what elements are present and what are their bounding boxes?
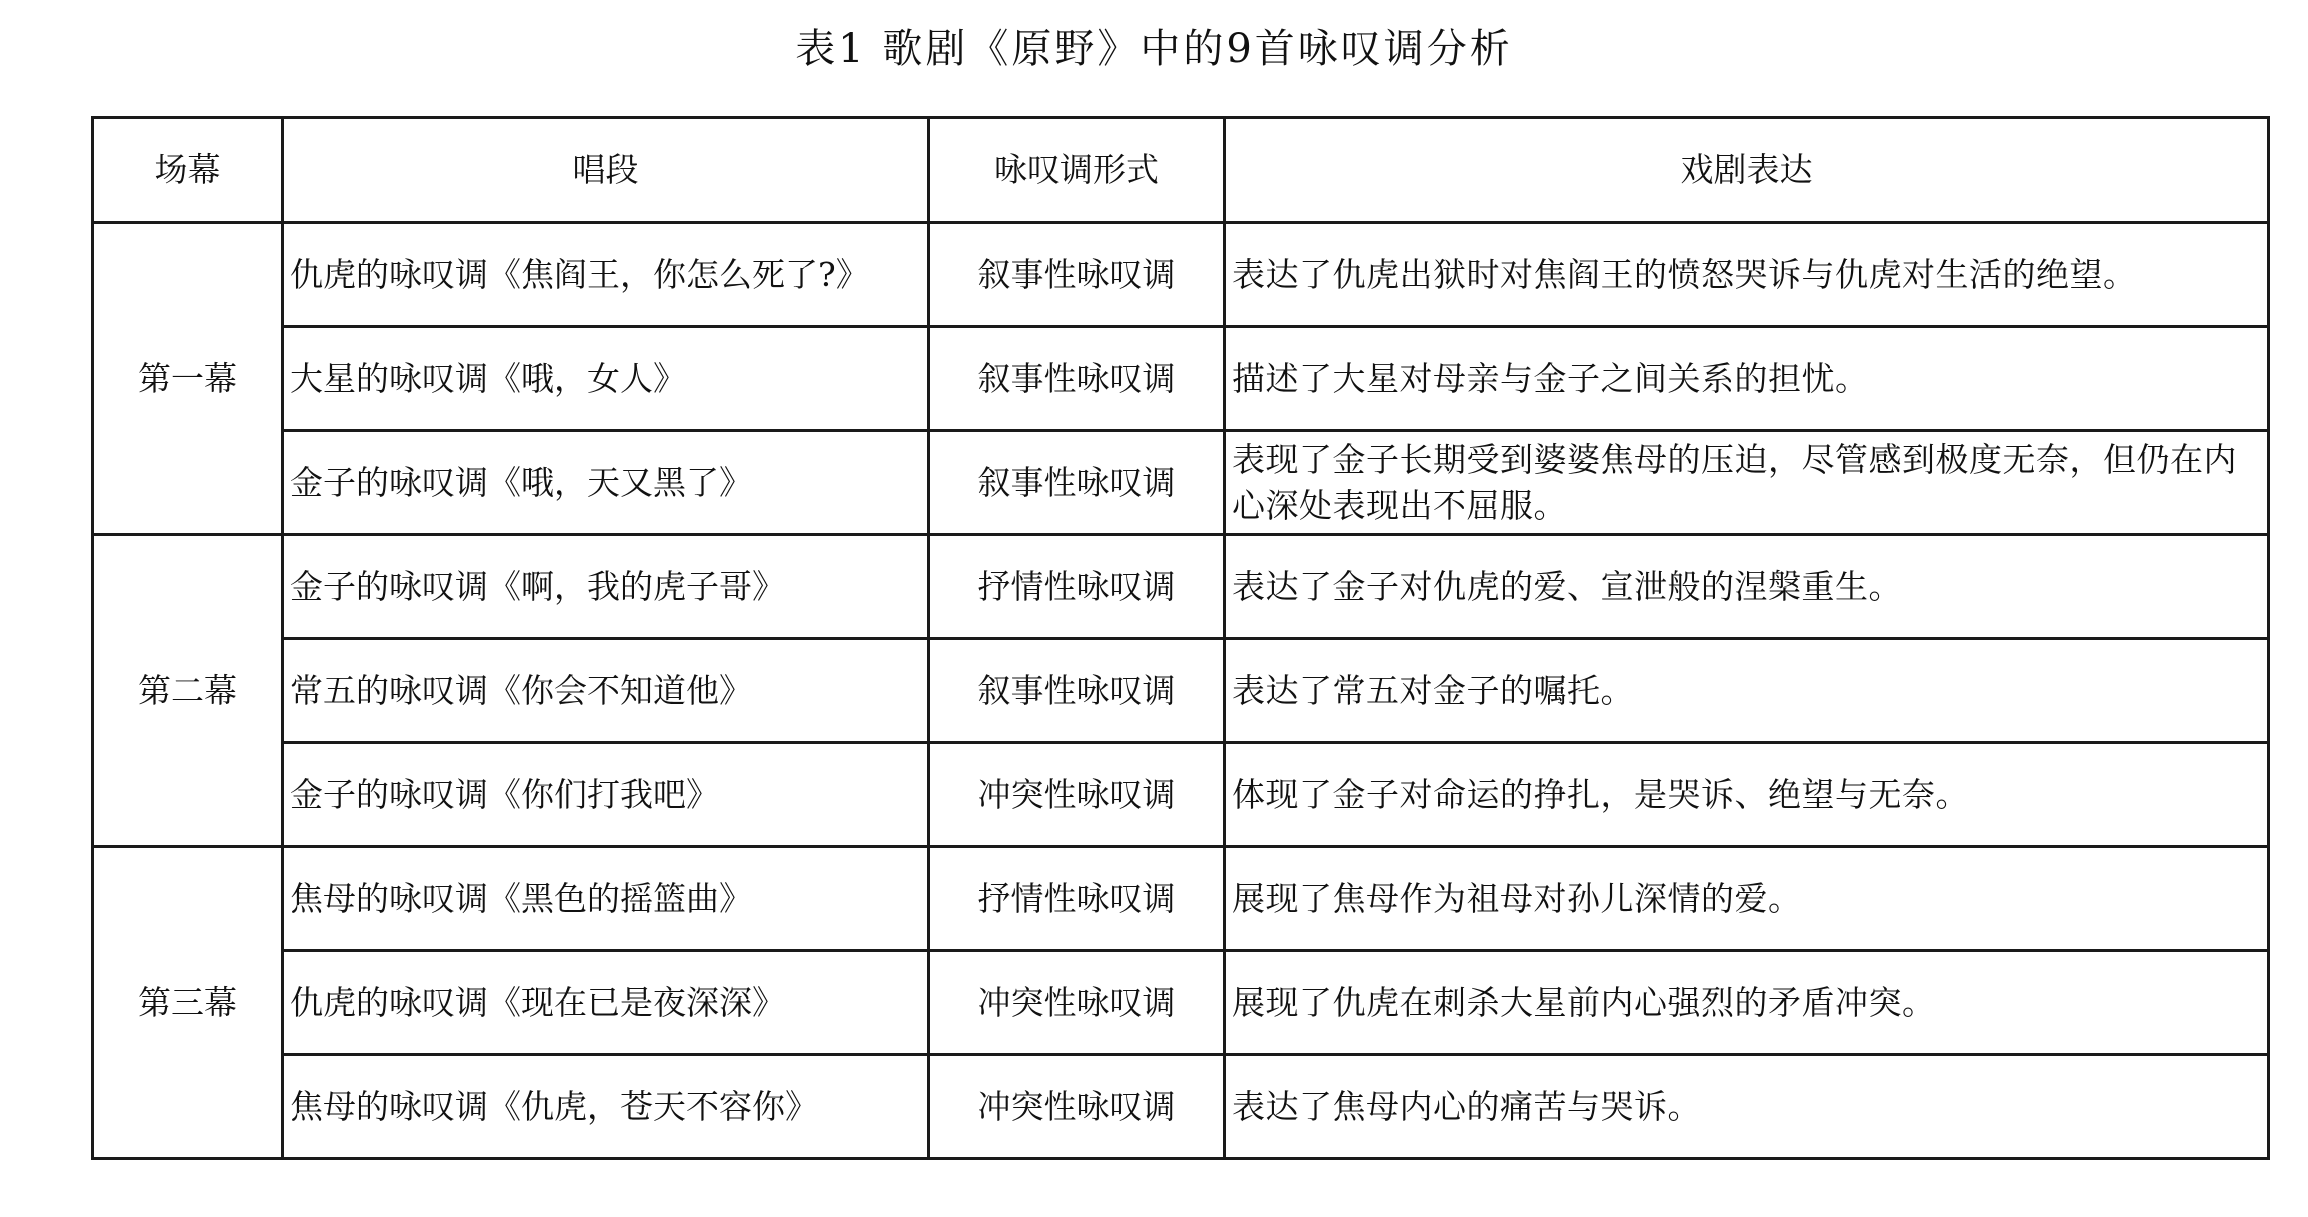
table-row	[93, 431, 2269, 535]
table-row	[93, 223, 2269, 327]
expression-cell: 表达了金子对仇虎的爱、宣泄般的涅槃重生。	[1225, 535, 2269, 639]
expression-cell: 体现了金子对命运的挣扎，是哭诉、绝望与无奈。	[1225, 743, 2269, 847]
table-row	[93, 847, 2269, 951]
expression-cell: 展现了仇虎在刺杀大星前内心强烈的矛盾冲突。	[1225, 951, 2269, 1055]
form-cell: 冲突性咏叹调	[929, 743, 1225, 847]
form-cell: 叙事性咏叹调	[929, 327, 1225, 431]
aria-analysis-table	[91, 116, 2270, 1160]
header-piece: 唱段	[283, 118, 929, 223]
table-row	[93, 1055, 2269, 1159]
expression-cell: 表现了金子长期受到婆婆焦母的压迫，尽管感到极度无奈，但仍在内心深处表现出不屈服。	[1225, 431, 2269, 535]
expression-cell: 表达了焦母内心的痛苦与哭诉。	[1225, 1055, 2269, 1159]
act-cell-1: 第一幕	[93, 223, 283, 535]
form-cell: 叙事性咏叹调	[929, 431, 1225, 535]
act-cell-2: 第二幕	[93, 535, 283, 847]
table-row	[93, 951, 2269, 1055]
table-row	[93, 535, 2269, 639]
piece-cell: 焦母的咏叹调《黑色的摇篮曲》	[283, 847, 929, 951]
act-cell-3: 第三幕	[93, 847, 283, 1159]
header-act: 场幕	[93, 118, 283, 223]
header-row	[93, 118, 2269, 223]
table-title: 表1 歌剧《原野》中的9首咏叹调分析	[795, 26, 1513, 72]
piece-cell: 仇虎的咏叹调《焦阎王，你怎么死了?》	[283, 223, 929, 327]
table-row	[93, 327, 2269, 431]
expression-cell: 展现了焦母作为祖母对孙儿深情的爱。	[1225, 847, 2269, 951]
header-form: 咏叹调形式	[929, 118, 1225, 223]
expression-cell: 描述了大星对母亲与金子之间关系的担忧。	[1225, 327, 2269, 431]
table-row	[93, 743, 2269, 847]
form-cell: 叙事性咏叹调	[929, 223, 1225, 327]
table-row	[93, 639, 2269, 743]
piece-cell: 金子的咏叹调《哦，天又黑了》	[283, 431, 929, 535]
piece-cell: 金子的咏叹调《你们打我吧》	[283, 743, 929, 847]
piece-cell: 仇虎的咏叹调《现在已是夜深深》	[283, 951, 929, 1055]
piece-cell: 金子的咏叹调《啊，我的虎子哥》	[283, 535, 929, 639]
form-cell: 冲突性咏叹调	[929, 951, 1225, 1055]
form-cell: 冲突性咏叹调	[929, 1055, 1225, 1159]
form-cell: 叙事性咏叹调	[929, 639, 1225, 743]
form-cell: 抒情性咏叹调	[929, 535, 1225, 639]
piece-cell: 大星的咏叹调《哦，女人》	[283, 327, 929, 431]
expression-cell: 表达了常五对金子的嘱托。	[1225, 639, 2269, 743]
piece-cell: 常五的咏叹调《你会不知道他》	[283, 639, 929, 743]
piece-cell: 焦母的咏叹调《仇虎，苍天不容你》	[283, 1055, 929, 1159]
expression-cell: 表达了仇虎出狱时对焦阎王的愤怒哭诉与仇虎对生活的绝望。	[1225, 223, 2269, 327]
form-cell: 抒情性咏叹调	[929, 847, 1225, 951]
header-expression: 戏剧表达	[1225, 118, 2269, 223]
